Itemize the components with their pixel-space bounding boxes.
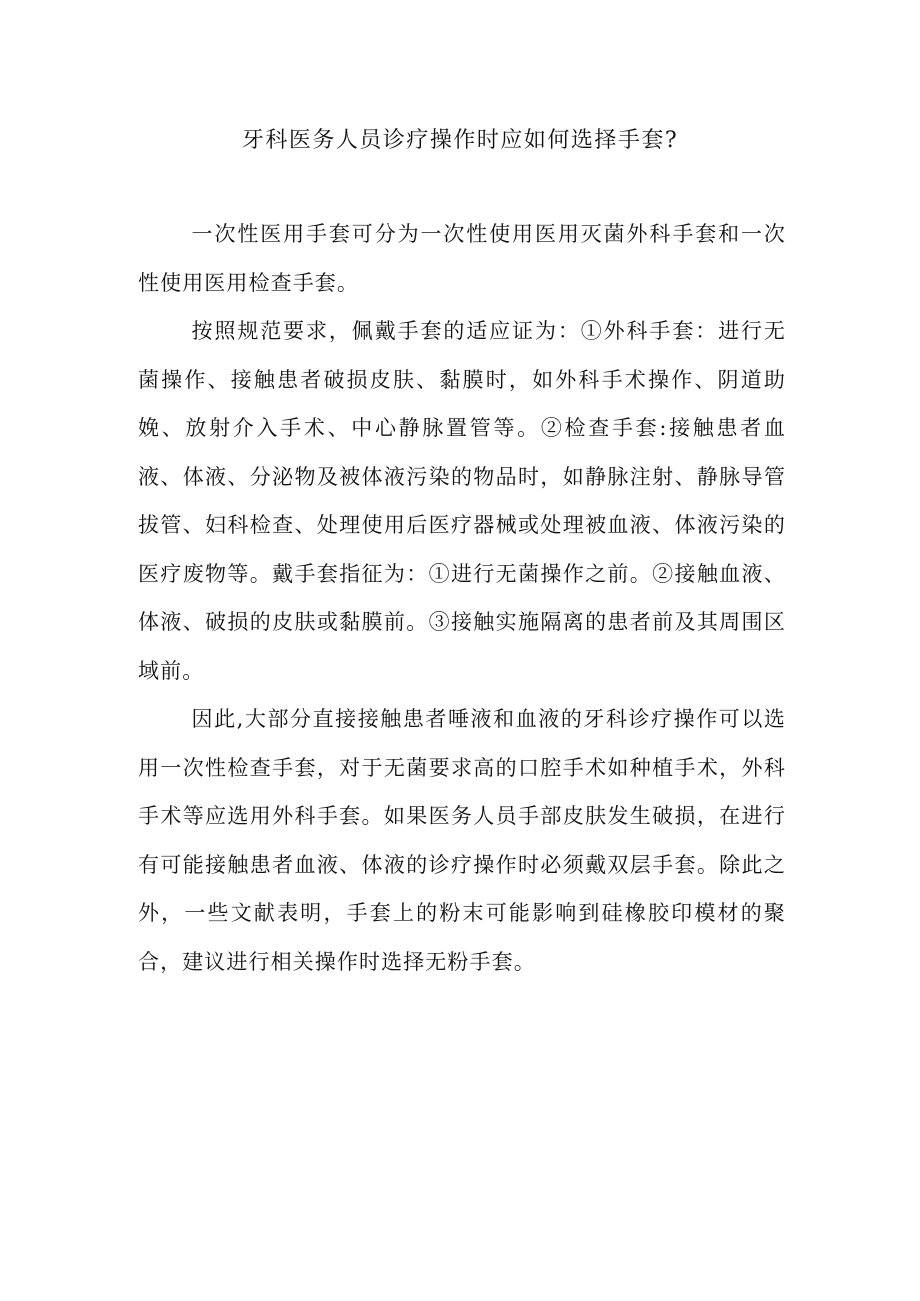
paragraph-glove-indications: 按照规范要求，佩戴手套的适应证为：①外科手套：进行无菌操作、接触患者破损皮肤、黏膜时，如外科手术操作、阴道助娩、放射介入手术、中心静脉置管等。②检查手套:接触患者血液、体液、分泌物及被体液污染的物品时，如静脉注射、静脉导管拔管、妇科检查、处理使用后医疗器械或处理被血液、体液污染的医疗废物等。戴手套指征为：①进行无菌操作之前。②接触血液、体液、破损的皮肤或黏膜前。③接触实施隔离的患者前及其周围区域前。 [138,319,786,683]
paragraph-glove-types: 一次性医用手套可分为一次性使用医用灭菌外科手套和一次性使用医用检查手套。 [138,222,786,295]
page-title: 牙科医务人员诊疗操作时应如何选择手套? [241,128,679,153]
paragraph-dental-recommendations: 因此,大部分直接接触患者唾液和血液的牙科诊疗操作可以选用一次性检查手套，对于无菌要求高的口腔手术如种植手术，外科手术等应选用外科手套。如果医务人员手部皮肤发生破损，在进行有可能接触患者血液、体液的诊疗操作时必须戴双层手套。除此之外，一些文献表明，手套上的粉末可能影响到硅橡胶印模材的聚合，建议进行相关操作时选择无粉手套。 [138,707,786,974]
document-body [138,210,786,986]
